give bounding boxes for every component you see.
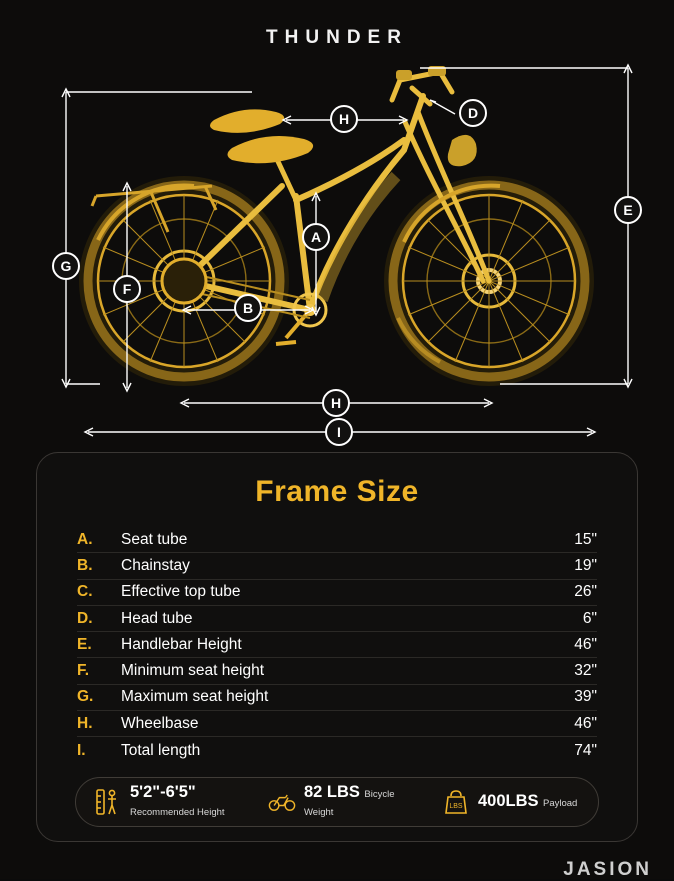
spec-value: 82 LBS — [304, 783, 360, 801]
row-label: Wheelbase — [121, 714, 199, 732]
row-value: 39" — [574, 688, 597, 706]
row-label: Seat tube — [121, 530, 188, 548]
height-ruler-icon — [94, 787, 122, 817]
frame-size-panel — [36, 452, 638, 842]
row-key: F. — [77, 662, 90, 680]
row-value: 6" — [582, 609, 597, 627]
table-row — [77, 658, 597, 684]
row-label: Chainstay — [121, 556, 190, 574]
row-value: 26" — [574, 583, 597, 601]
bicycle-icon — [268, 787, 296, 817]
row-value: 32" — [574, 662, 597, 680]
table-row — [77, 527, 597, 553]
spec-label: Bicycle Weight — [304, 789, 395, 818]
spec-bicycle-weight — [250, 784, 424, 820]
table-row — [77, 580, 597, 606]
table-row — [77, 737, 597, 763]
panel-title: Frame Size — [255, 475, 419, 508]
row-value: 46" — [574, 714, 597, 732]
frame-size-table — [77, 527, 597, 764]
row-key: C. — [77, 583, 93, 601]
callout-a: A — [302, 223, 330, 251]
callout-g: G — [52, 252, 80, 280]
weight-block-icon — [442, 787, 470, 817]
spec-value: 400LBS — [478, 792, 539, 810]
spec-recommended-height — [76, 784, 250, 820]
table-row — [77, 632, 597, 658]
row-label: Head tube — [121, 609, 193, 627]
row-key: H. — [77, 714, 93, 732]
callout-i: I — [325, 418, 353, 446]
brand-wordmark-bottom: JASION — [563, 859, 652, 880]
spec-payload — [424, 787, 598, 817]
row-label: Total length — [121, 741, 201, 759]
row-label: Minimum seat height — [121, 662, 265, 680]
row-key: A. — [77, 530, 93, 548]
callout-b: B — [234, 294, 262, 322]
table-row — [77, 606, 597, 632]
row-key: G. — [77, 688, 94, 706]
callout-f: F — [113, 275, 141, 303]
callout-e: E — [614, 196, 642, 224]
callout-h-bottom: H — [322, 389, 350, 417]
spec-label: Recommended Height — [130, 807, 225, 818]
table-row — [77, 685, 597, 711]
callout-h-top: H — [330, 105, 358, 133]
row-key: D. — [77, 609, 93, 627]
spec-value: 5'2"-6'5" — [130, 783, 196, 801]
table-row — [77, 711, 597, 737]
row-value: 46" — [574, 635, 597, 653]
callout-d: D — [459, 99, 487, 127]
row-label: Handlebar Height — [121, 635, 242, 653]
table-row — [77, 553, 597, 579]
row-key: E. — [77, 635, 92, 653]
svg-text:LBS: LBS — [449, 803, 463, 810]
row-key: I. — [77, 741, 86, 759]
brand-wordmark-top: THUNDER — [266, 27, 408, 48]
row-value: 74" — [574, 741, 597, 759]
specs-strip — [75, 777, 599, 827]
spec-label: Payload — [542, 798, 578, 809]
row-value: 15" — [574, 530, 597, 548]
row-key: B. — [77, 556, 93, 574]
row-label: Maximum seat height — [121, 688, 269, 706]
row-value: 19" — [574, 556, 597, 574]
row-label: Effective top tube — [121, 583, 241, 601]
